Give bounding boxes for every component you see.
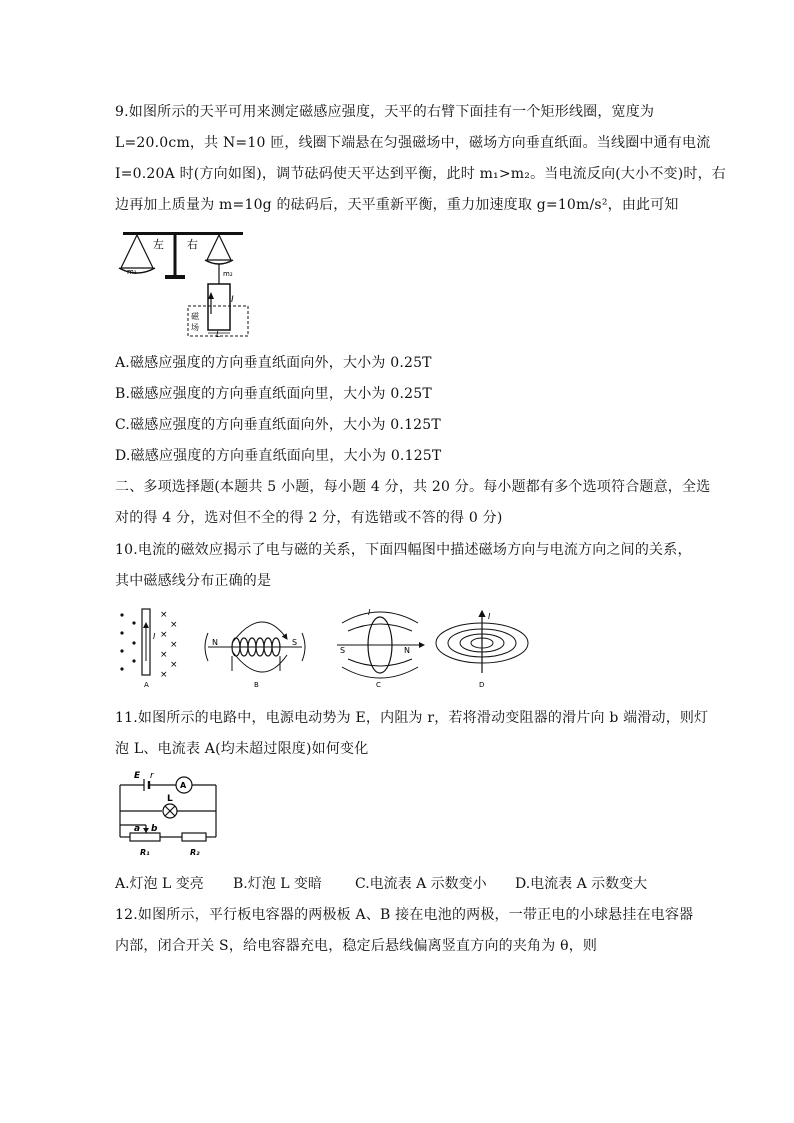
balance-base: [165, 275, 185, 279]
right-pan-strings: [207, 235, 231, 260]
q9-option-d: D.磁感应强度的方向垂直纸面向里，大小为 0.125T: [115, 448, 442, 464]
svg-text:I: I: [153, 632, 156, 641]
rheostat-r1: [130, 833, 160, 841]
slider-arrow: [143, 828, 149, 833]
q9-option-c: C.磁感应强度的方向垂直纸面向外，大小为 0.125T: [115, 417, 441, 433]
svg-text:×: ×: [160, 630, 168, 640]
q9-stem-line-2: L=20.0cm，共 N=10 匝，线圈下端悬在匀强磁场中，磁场方向垂直纸面。当线圈中通有电流: [115, 135, 711, 151]
q10-figures: [112, 603, 532, 693]
svg-text:N: N: [404, 646, 410, 655]
left-label: 左: [153, 238, 164, 251]
q10-stem-line-1: 10.电流的磁效应揭示了电与磁的关系，下面四幅图中描述磁场方向与电流方向之间的关系，: [115, 542, 692, 558]
q11-option-d: D.电流表 A 示数变大: [515, 876, 648, 892]
left-pan: [119, 268, 155, 273]
current-arrowhead: [208, 292, 214, 299]
q9-stem-line-1: 9.如图所示的天平可用来测定磁感应强度，天平的右臂下面挂有一个矩形线圈，宽度为: [115, 104, 655, 120]
field-label-1: 磁: [191, 312, 199, 321]
right-pan: [205, 260, 233, 264]
left-pan-strings: [121, 235, 153, 268]
q11-stem-line-1: 11.如图所示的电路中，电源电动势为 E，内阻为 r，若将滑动变阻器的滑片向 b 端滑动，则灯: [115, 710, 709, 726]
q12-stem-line-1: 12.如图所示，平行板电容器的两极板 A、B 接在电池的两极，一带正电的小球悬挂在电容器: [115, 907, 694, 923]
svg-text:R₁: R₁: [140, 848, 150, 857]
svg-text:N: N: [212, 638, 218, 647]
svg-text:A: A: [180, 781, 187, 790]
q11-option-b: B.灯泡 L 变暗: [233, 876, 322, 892]
q10-stem-line-2: 其中磁感线分布正确的是: [115, 573, 272, 589]
q9-option-a: A.磁感应强度的方向垂直纸面向外，大小为 0.25T: [115, 355, 432, 371]
q12-stem-line-2: 内部，闭合开关 S，给电容器充电，稳定后悬线偏离竖直方向的夹角为 θ，则: [115, 938, 598, 954]
m1-label: m₁: [127, 268, 137, 276]
current-label: I: [231, 295, 234, 305]
svg-text:R₂: R₂: [190, 848, 200, 857]
svg-text:I: I: [488, 612, 491, 621]
svg-text:×: ×: [170, 640, 178, 650]
resistor-r2: [182, 833, 206, 841]
q9-stem-line-3: I=0.20A 时(方向如图)，调节砝码使天平达到平衡，此时 m₁>m₂。当电流反向(大小不变)时，右: [115, 166, 726, 182]
field-label-2: 场: [191, 323, 199, 332]
svg-text:b: b: [151, 824, 158, 834]
q11-stem-line-2: 泡 L、电流表 A(均未超过限度)如何变化: [115, 741, 369, 757]
balance-figure: [113, 226, 253, 338]
width-label: L: [216, 330, 221, 338]
svg-text:×: ×: [170, 620, 178, 630]
section-2-heading-line-1: 二、多项选择题(本题共 5 小题，每小题 4 分，共 20 分。每小题都有多个选项符合题意，全选: [115, 479, 711, 495]
balance-beam: [123, 232, 243, 235]
circuit-diagram: [114, 767, 224, 861]
caption-c: C: [376, 681, 381, 689]
caption-b: B: [254, 681, 259, 689]
svg-text:S: S: [340, 646, 346, 655]
svg-text:L: L: [167, 794, 173, 804]
figure-a: [120, 609, 177, 689]
q9-option-b: B.磁感应强度的方向垂直纸面向里，大小为 0.25T: [115, 386, 432, 402]
svg-text:×: ×: [170, 660, 178, 670]
svg-text:×: ×: [160, 650, 168, 660]
q11-option-a: A.灯泡 L 变亮: [115, 876, 204, 892]
section-2-heading-line-2: 对的得 4 分，选对但不全的得 2 分，有选错或不答的得 0 分): [115, 510, 503, 526]
svg-text:×: ×: [160, 670, 168, 680]
q11-option-c: C.电流表 A 示数变小: [355, 876, 487, 892]
svg-text:r: r: [150, 771, 154, 781]
right-label: 右: [187, 238, 198, 251]
svg-text:×: ×: [160, 610, 168, 620]
q11-options: [115, 873, 675, 893]
caption-a: A: [144, 681, 149, 689]
svg-text:E: E: [134, 771, 141, 781]
figure-b: [205, 622, 305, 689]
figure-d: [436, 611, 528, 689]
svg-text:a: a: [134, 824, 141, 834]
figure-c: [337, 608, 424, 689]
q9-stem-line-4: 边再加上质量为 m=10g 的砝码后，天平重新平衡，重力加速度取 g=10m/s²，由此可知: [115, 197, 679, 213]
svg-text:S: S: [292, 638, 298, 647]
m2-label: m₂: [223, 270, 233, 278]
svg-text:I: I: [368, 608, 371, 617]
caption-d: D: [479, 681, 485, 689]
